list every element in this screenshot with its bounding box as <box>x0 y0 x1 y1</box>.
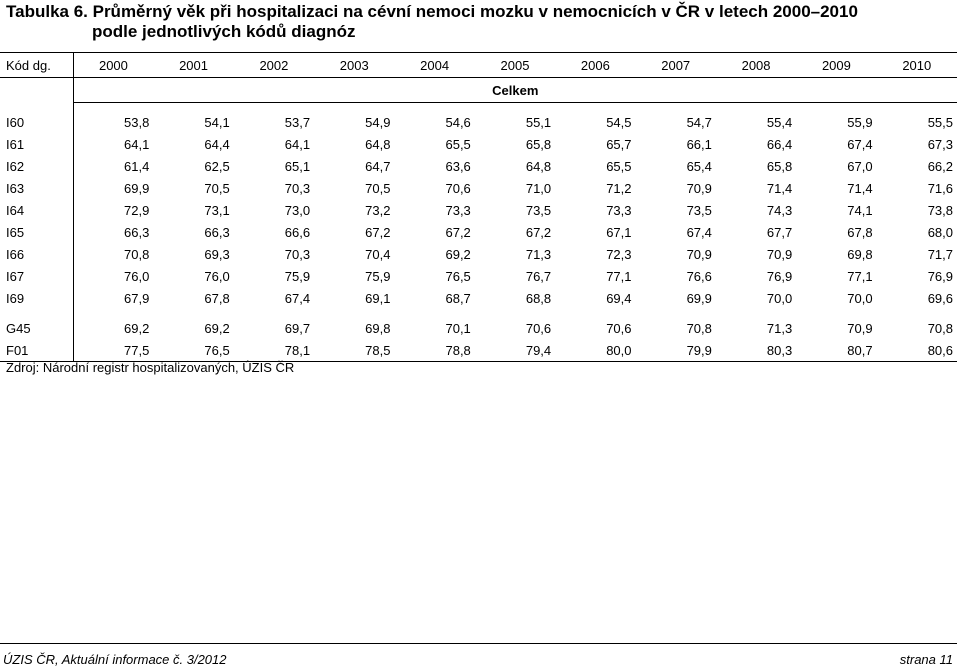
age-value: 70,1 <box>445 320 471 336</box>
age-value: 80,6 <box>877 339 957 362</box>
table-row <box>0 243 957 265</box>
age-value: 65,7 <box>606 136 632 152</box>
age-value: 70,9 <box>686 246 712 262</box>
age-value: 70,8 <box>686 320 712 336</box>
age-value: 78,5 <box>314 339 394 362</box>
table-row <box>0 339 957 362</box>
age-value: 68,0 <box>927 224 953 240</box>
age-value: 66,3 <box>124 224 150 240</box>
age-value: 76,5 <box>445 268 471 284</box>
age-value: 67,8 <box>847 224 873 240</box>
subheader-row <box>0 78 957 103</box>
diagnosis-code: F01 <box>0 339 73 362</box>
age-value: 76,9 <box>766 268 793 284</box>
age-value: 55,1 <box>525 114 552 130</box>
table-title-line1: Tabulka 6. Průměrný věk při hospitalizaci na cévní nemoci mozku v nemocnicích v ČR v letech 2000–2010 <box>6 2 858 21</box>
age-value: 62,5 <box>204 158 230 174</box>
age-value: 73,3 <box>606 202 632 218</box>
age-value: 67,8 <box>204 290 230 306</box>
age-value: 73,2 <box>365 202 391 218</box>
year-header: 2001 <box>153 53 233 78</box>
age-value: 54,5 <box>606 114 632 130</box>
age-value: 66,2 <box>927 158 953 174</box>
age-value: 69,9 <box>686 290 712 306</box>
table-row <box>0 287 957 309</box>
age-value: 69,2 <box>204 320 230 336</box>
footer-page-number: strana 11 <box>899 652 953 667</box>
page-footer <box>0 643 957 667</box>
code-header: Kód dg. <box>0 53 73 78</box>
age-value: 78,8 <box>394 339 474 362</box>
age-value: 69,9 <box>124 180 150 196</box>
diagnosis-code: G45 <box>0 317 73 339</box>
footer-publication: ÚZIS ČR, Aktuální informace č. 3/2012 <box>3 652 227 667</box>
diagnosis-code: I64 <box>0 199 73 221</box>
age-value: 69,1 <box>365 290 391 306</box>
age-value: 67,4 <box>686 224 712 240</box>
year-header: 2009 <box>796 53 876 78</box>
age-value: 67,2 <box>445 224 471 240</box>
age-value: 69,2 <box>445 246 471 262</box>
age-value: 70,4 <box>365 246 391 262</box>
age-value: 65,8 <box>525 136 552 152</box>
age-value: 55,5 <box>927 114 953 130</box>
source-note: Zdroj: Národní registr hospitalizovaných, ÚZIS ČR <box>6 360 295 375</box>
age-value: 71,6 <box>927 180 953 196</box>
age-value: 70,9 <box>766 246 793 262</box>
table-row <box>0 199 957 221</box>
age-value: 75,9 <box>284 268 311 284</box>
diagnosis-code: I61 <box>0 133 73 155</box>
age-value: 80,0 <box>555 339 635 362</box>
age-value: 67,2 <box>365 224 391 240</box>
age-value: 73,1 <box>204 202 230 218</box>
diagnosis-code: I62 <box>0 155 73 177</box>
age-value: 69,2 <box>124 320 150 336</box>
age-value: 68,7 <box>445 290 471 306</box>
age-value: 55,9 <box>847 114 873 130</box>
diagnosis-code: I63 <box>0 177 73 199</box>
age-value: 69,3 <box>204 246 230 262</box>
age-value: 66,1 <box>686 136 712 152</box>
age-value: 66,6 <box>284 224 311 240</box>
age-value: 64,8 <box>365 136 391 152</box>
age-value: 70,6 <box>606 320 632 336</box>
year-header: 2005 <box>475 53 555 78</box>
age-value: 77,1 <box>606 268 632 284</box>
age-value: 76,6 <box>686 268 712 284</box>
age-value: 65,5 <box>445 136 471 152</box>
age-value: 71,4 <box>766 180 793 196</box>
age-value: 71,4 <box>847 180 873 196</box>
table-row <box>0 177 957 199</box>
age-value: 73,8 <box>927 202 953 218</box>
header-row <box>0 53 957 78</box>
age-value: 70,8 <box>927 320 953 336</box>
age-value: 78,1 <box>234 339 314 362</box>
age-value: 69,8 <box>365 320 391 336</box>
age-value: 70,9 <box>847 320 873 336</box>
age-value: 67,9 <box>124 290 150 306</box>
age-value: 64,1 <box>124 136 150 152</box>
year-header: 2003 <box>314 53 394 78</box>
year-header: 2008 <box>716 53 796 78</box>
age-value: 70,8 <box>124 246 150 262</box>
diagnosis-code: I65 <box>0 221 73 243</box>
age-value: 73,3 <box>445 202 471 218</box>
year-header: 2006 <box>555 53 635 78</box>
age-value: 70,3 <box>284 180 311 196</box>
age-value: 70,0 <box>766 290 793 306</box>
age-value: 80,3 <box>716 339 796 362</box>
age-value: 75,9 <box>365 268 391 284</box>
table-row <box>0 111 957 133</box>
age-value: 70,6 <box>525 320 552 336</box>
age-value: 53,8 <box>124 114 150 130</box>
age-value: 66,3 <box>204 224 230 240</box>
age-value: 79,9 <box>636 339 716 362</box>
age-value: 73,0 <box>284 202 311 218</box>
diagnosis-code: I67 <box>0 265 73 287</box>
age-value: 64,4 <box>204 136 230 152</box>
age-value: 65,4 <box>686 158 712 174</box>
age-value: 70,3 <box>284 246 311 262</box>
age-value: 80,7 <box>796 339 876 362</box>
table-row <box>0 265 957 287</box>
age-value: 67,2 <box>525 224 552 240</box>
age-value: 69,4 <box>606 290 632 306</box>
age-value: 71,7 <box>927 246 953 262</box>
age-value: 69,7 <box>284 320 311 336</box>
age-value: 54,9 <box>365 114 391 130</box>
diagnosis-code: I69 <box>0 287 73 309</box>
year-header: 2002 <box>234 53 314 78</box>
age-value: 68,8 <box>525 290 552 306</box>
age-value: 54,1 <box>204 114 230 130</box>
age-value: 65,1 <box>284 158 311 174</box>
age-value: 74,3 <box>766 202 793 218</box>
age-value: 77,1 <box>847 268 873 284</box>
year-header: 2000 <box>73 53 153 78</box>
age-value: 64,7 <box>365 158 391 174</box>
age-value: 71,2 <box>606 180 632 196</box>
age-value: 70,9 <box>686 180 712 196</box>
diagnosis-code: I60 <box>0 111 73 133</box>
age-value: 70,5 <box>365 180 391 196</box>
age-value: 73,5 <box>686 202 712 218</box>
table-title <box>6 2 946 42</box>
age-value: 76,0 <box>204 268 230 284</box>
age-value: 67,0 <box>847 158 873 174</box>
age-value: 76,7 <box>525 268 552 284</box>
age-value: 77,5 <box>73 339 153 362</box>
year-header: 2010 <box>877 53 957 78</box>
age-value: 69,6 <box>927 290 953 306</box>
age-value: 53,7 <box>284 114 311 130</box>
table-row <box>0 221 957 243</box>
age-value: 67,3 <box>927 136 953 152</box>
age-value: 73,5 <box>525 202 552 218</box>
age-value: 64,8 <box>525 158 552 174</box>
age-value: 63,6 <box>445 158 471 174</box>
age-value: 79,4 <box>475 339 555 362</box>
age-value: 55,4 <box>766 114 793 130</box>
age-value: 65,5 <box>606 158 632 174</box>
table-row <box>0 133 957 155</box>
age-value: 71,3 <box>766 320 793 336</box>
age-value: 76,9 <box>927 268 953 284</box>
age-table <box>0 52 957 362</box>
age-value: 65,8 <box>766 158 793 174</box>
age-value: 67,7 <box>766 224 793 240</box>
age-value: 72,9 <box>124 202 150 218</box>
subheader-celkem: Celkem <box>73 78 957 103</box>
age-value: 76,5 <box>153 339 233 362</box>
age-value: 71,0 <box>525 180 552 196</box>
age-value: 54,7 <box>686 114 712 130</box>
year-header: 2004 <box>394 53 474 78</box>
age-value: 72,3 <box>606 246 632 262</box>
age-value: 70,6 <box>445 180 471 196</box>
age-value: 69,8 <box>847 246 873 262</box>
year-header: 2007 <box>636 53 716 78</box>
age-value: 64,1 <box>284 136 311 152</box>
table-title-line2: podle jednotlivých kódů diagnóz <box>92 22 356 41</box>
diagnosis-code: I66 <box>0 243 73 265</box>
age-value: 66,4 <box>766 136 793 152</box>
age-value: 70,0 <box>847 290 873 306</box>
table-row <box>0 155 957 177</box>
age-value: 71,3 <box>525 246 552 262</box>
age-value: 67,4 <box>847 136 873 152</box>
table-row <box>0 317 957 339</box>
age-value: 61,4 <box>124 158 150 174</box>
age-value: 54,6 <box>445 114 471 130</box>
age-value: 67,1 <box>606 224 632 240</box>
age-value: 67,4 <box>284 290 311 306</box>
age-value: 70,5 <box>204 180 230 196</box>
age-value: 74,1 <box>847 202 873 218</box>
age-value: 76,0 <box>124 268 150 284</box>
